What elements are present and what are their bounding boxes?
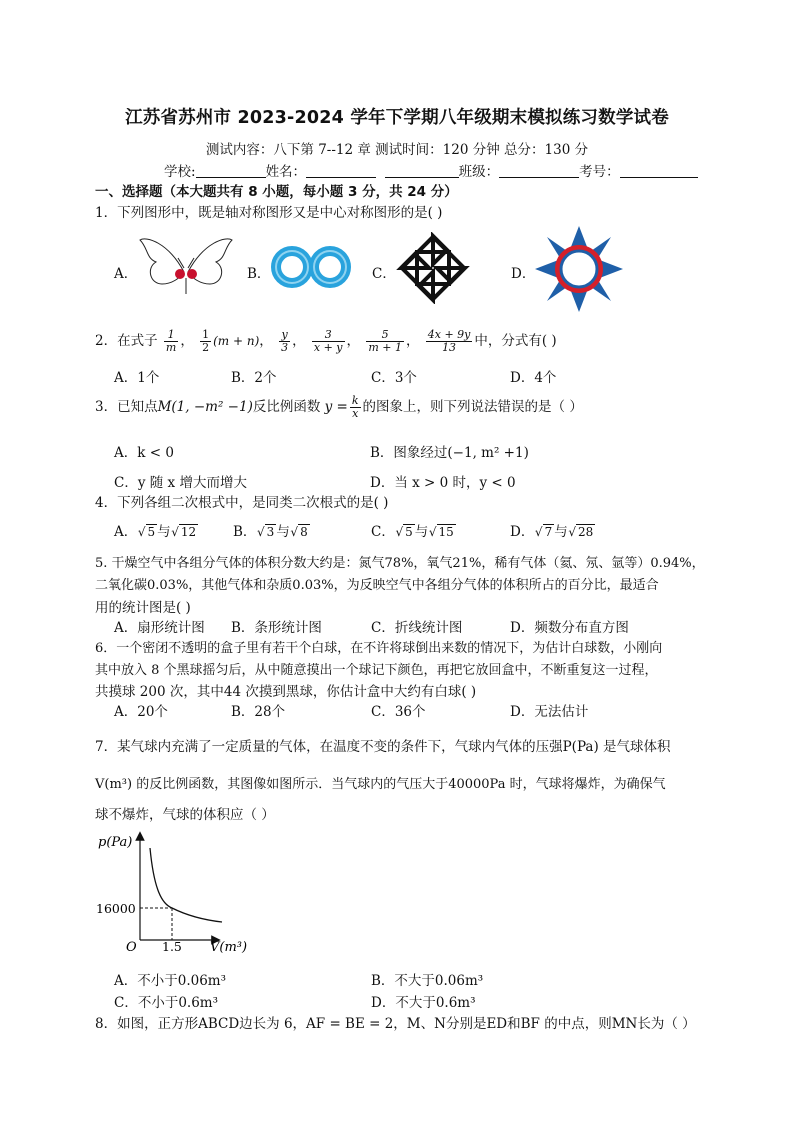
sun-star-figure [533, 224, 625, 314]
sqrt-12: √ 12 [179, 524, 198, 539]
name-blank[interactable] [306, 164, 376, 178]
q4-option-b[interactable]: B． √ 3 与 √ 8 [233, 520, 310, 540]
q1-stem: 1．下列图形中，既是轴对称图形又是中心对称图形的是( ) [95, 205, 443, 221]
sqrt-5b: √ 5 [403, 524, 414, 539]
section-heading: 一、选择题（本大题共有 8 小题，每小题 3 分，共 24 分） [95, 184, 458, 200]
q6-option-d[interactable]: D．无法估计 [510, 704, 589, 720]
class-label: 班级： [458, 164, 500, 180]
sqrt-3: √ 3 [265, 524, 276, 539]
q3-option-b[interactable]: B．图象经过(−1, m² +1) [370, 445, 529, 461]
exam-info: 测试内容：八下第 7--12 章 测试时间：120 分钟 总分：130 分 [205, 142, 589, 158]
frac-4x9y-13: $\frac{4x + 9y}{13}$ [427, 328, 471, 354]
q3-option-c[interactable]: C．y 随 x 增大而增大 [114, 475, 247, 491]
pressure-volume-graph [96, 830, 256, 954]
q2-option-d[interactable]: D．4个 [510, 370, 557, 386]
q6-line-3: 共摸球 200 次，其中44 次摸到黑球，你估计盒中大约有白球( ) [95, 684, 477, 700]
q4-option-d[interactable]: D． √ 7 与 √ 28 [510, 520, 595, 540]
frac-half: $\frac{1}{2}$ [202, 328, 210, 354]
q2-prefix: 2．在式子 [95, 333, 158, 349]
student-fields [164, 160, 698, 180]
q6-option-a[interactable]: A．20个 [114, 704, 168, 720]
q8-stem: 8．如图，正方形ABCD边长为 6，AF = BE = 2，M、N分别是ED和BF 的中点，则MN长为（ ） [95, 1016, 696, 1032]
name-label: 姓名： [265, 164, 307, 180]
q2-suffix: 中，分式有( ) [474, 333, 557, 349]
q1-option-c[interactable]: C． [372, 266, 396, 282]
frac-5-m1: $\frac{5}{m + 1}$ [368, 328, 402, 354]
q5-option-b[interactable]: B．条形统计图 [231, 620, 322, 636]
q6-option-c[interactable]: C．36个 [371, 704, 426, 720]
graph-yvalue: 16000 [96, 901, 136, 916]
frac-1-m: $\frac{1}{m}$ [165, 328, 177, 354]
q3-point-m: M(1, −m² −1) [157, 399, 253, 415]
q4-option-c[interactable]: C． √ 5 与 √ 15 [371, 520, 456, 540]
q6-line-1: 6．一个密闭不透明的盒子里有若干个白球，在不许将球倒出来数的情况下，为估计白球数，小刚向 [95, 641, 663, 656]
q7-line-2: V(m³) 的反比例函数，其图像如图所示．当气球内的气压大于40000Pa 时，气球将爆炸，为确保气 [95, 777, 666, 792]
expr-mn: (m + n) [213, 334, 260, 348]
q1-option-a[interactable]: A． [114, 266, 138, 282]
class-blank[interactable] [499, 164, 579, 178]
q2-option-b[interactable]: B．2个 [231, 370, 277, 386]
number-blank[interactable] [620, 164, 698, 178]
q5-line-3: 用的统计图是( ) [95, 600, 191, 616]
q7-option-d[interactable]: D．不大于0.6m³ [371, 995, 476, 1011]
sqrt-28: √ 28 [576, 524, 595, 539]
q7-option-c[interactable]: C．不小于0.6m³ [114, 995, 219, 1011]
q5-option-d[interactable]: D．频数分布直方图 [510, 620, 629, 636]
q3-option-d[interactable]: D．当 x > 0 时，y < 0 [370, 475, 516, 491]
spacer-blank [385, 164, 459, 178]
q1-option-d[interactable]: D． [511, 266, 536, 282]
q4-stem: 4．下列各组二次根式中，是同类二次根式的是( ) [95, 495, 389, 511]
q4-option-a[interactable]: A． √ 5 与 √ 12 [114, 520, 198, 540]
q5-option-a[interactable]: A．扇形统计图 [114, 620, 205, 636]
q2-stem: 2．在式子 $\frac{1}{m}$ ， $\frac{1}{2}$ (m + n)， $\frac{y}{3}$ ， $\frac{3}{x + y}$ ， $\frac{5}{m + 1}$ ， $\frac{4x + 9y}{13}$ 中，分式有( ) [95, 328, 557, 354]
frac-k-x: $\frac{k}{x}$ [351, 394, 359, 420]
sqrt-8: √ 8 [298, 524, 309, 539]
q3-stem-e: 的图象上，则下列说法错误的是（ ） [362, 399, 583, 415]
q6-option-b[interactable]: B．28个 [231, 704, 286, 720]
q7-line-3: 球不爆炸，气球的体积应（ ） [95, 807, 275, 823]
frac-3-xy: $\frac{3}{x + y}$ [313, 328, 343, 354]
sqrt-15: √ 15 [437, 524, 456, 539]
frac-y-3: $\frac{y}{3}$ [281, 328, 289, 354]
pinwheel-figure [393, 232, 473, 304]
q7-line-1: 7．某气球内充满了一定质量的气体，在温度不变的条件下，气球内气体的压强P(Pa) 是气球体积 [95, 739, 671, 755]
q2-option-c[interactable]: C．3个 [371, 370, 417, 386]
school-blank[interactable] [196, 164, 266, 178]
q3-function: y = [324, 399, 348, 415]
q5-line-2: 二氧化碳0.03%，其他气体和杂质0.03%，为反映空气中各组分气体的体积所占的百分比，最适合 [95, 578, 659, 593]
graph-origin: O [126, 940, 137, 954]
q7-option-a[interactable]: A．不小于0.06m³ [114, 973, 227, 989]
q3-option-a[interactable]: A．k < 0 [114, 445, 174, 461]
inverse-curve [150, 848, 222, 922]
q5-line-1: 5. 干燥空气中各组分气体的体积分数大约是：氮气78%，氧气21%，稀有气体（氦、氖、氩等）0.94%， [95, 556, 705, 571]
sqrt-5: √ 5 [146, 524, 157, 539]
q5-option-c[interactable]: C．折线统计图 [371, 620, 463, 636]
school-label: 学校: [164, 164, 196, 180]
exam-title: 江苏省苏州市 2023-2024 学年下学期八年级期末模拟练习数学试卷 [125, 108, 669, 128]
q2-option-a[interactable]: A．1个 [114, 370, 160, 386]
q7-option-b[interactable]: B．不大于0.06m³ [371, 973, 484, 989]
butterfly-figure [138, 232, 234, 298]
q3-stem-a: 3．已知点 [95, 399, 158, 415]
sqrt-7: √ 7 [543, 524, 554, 539]
q3-stem-c: 反比例函数 [252, 399, 321, 415]
q6-line-2: 其中放入 8 个黑球摇匀后，从中随意摸出一个球记下颜色，再把它放回盒中，不断重复这一过程， [95, 663, 658, 678]
number-label: 考号： [579, 164, 620, 180]
q1-option-b[interactable]: B． [247, 266, 271, 282]
graph-xlabel: V(m³) [210, 940, 248, 954]
q3-stem [95, 392, 583, 422]
knot-figure [266, 245, 358, 289]
graph-ylabel: p(Pa) [98, 835, 133, 850]
graph-xvalue: 1.5 [162, 939, 182, 954]
